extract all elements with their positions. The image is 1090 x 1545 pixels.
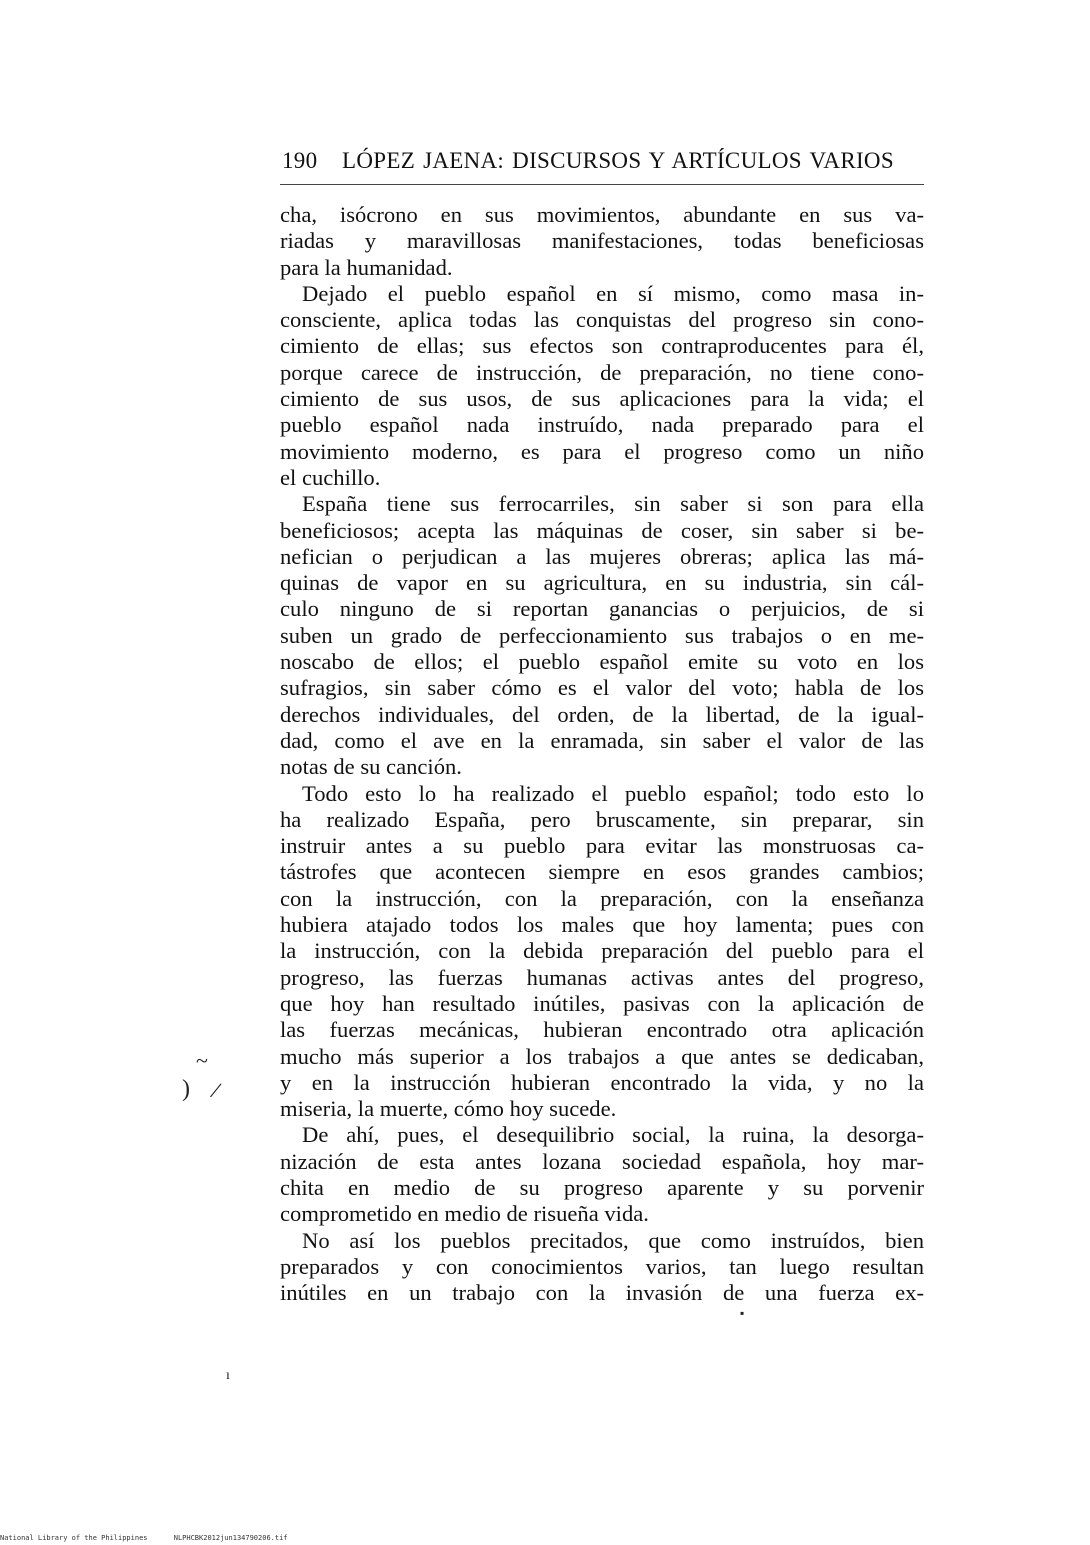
page-number: 190 xyxy=(282,148,318,173)
body-text xyxy=(280,202,924,1306)
text-line: tástrofes que acontecen siempre en esos grandes cambios; xyxy=(280,859,924,885)
text-line: culo ninguno de si reportan ganancias o perjuicios, de si xyxy=(280,596,924,622)
text-line: movimiento moderno, es para el progreso como un niño xyxy=(280,438,924,464)
text-line: preparados y con conocimientos varios, tan luego resultan xyxy=(280,1253,924,1279)
text-line: sufragios, sin saber cómo es el valor del voto; habla de los xyxy=(280,675,924,701)
running-head: LÓPEZ JAENA: DISCURSOS Y ARTÍCULOS VARIOS xyxy=(342,148,894,173)
scan-mark: ▪ xyxy=(740,1306,745,1320)
text-line: Todo esto lo ha realizado el pueblo español; todo esto lo xyxy=(302,780,924,806)
scan-footer-stamp xyxy=(0,1534,288,1542)
text-line: instruir antes a su pueblo para evitar las monstruosas ca- xyxy=(280,833,924,859)
header-rule xyxy=(280,184,924,185)
text-line: noscabo de ellos; el pueblo español emite su voto en los xyxy=(280,649,924,675)
text-line: comprometido en medio de risueña vida. xyxy=(280,1201,649,1227)
footer-file-id: NLPHCBK2012jun134790206.tif xyxy=(173,1534,288,1542)
text-line: pueblo español nada instruído, nada preparado para el xyxy=(280,412,924,438)
text-line: el cuchillo. xyxy=(280,464,381,490)
text-line: consciente, aplica todas las conquistas del progreso sin cono- xyxy=(280,307,924,333)
text-line: riadas y maravillosas manifestaciones, todas beneficiosas xyxy=(280,228,924,254)
scan-mark: / xyxy=(207,1077,224,1105)
text-line: beneficiosos; acepta las máquinas de coser, sin saber si be- xyxy=(280,517,924,543)
text-line: la instrucción, con la debida preparación del pueblo para el xyxy=(280,938,924,964)
text-line: dad, como el ave en la enramada, sin saber el valor de las xyxy=(280,727,924,753)
text-line: nefician o perjudican a las mujeres obreras; aplica las má- xyxy=(280,543,924,569)
text-line: para la humanidad. xyxy=(280,254,453,280)
text-line: cimiento de ellas; sus efectos son contraproducentes para él, xyxy=(280,333,924,359)
footer-source: National Library of the Philippines xyxy=(0,1534,148,1542)
text-line: notas de su canción. xyxy=(280,754,462,780)
text-line: No así los pueblos precitados, que como instruídos, bien xyxy=(302,1227,924,1253)
text-line: Dejado el pueblo español en sí mismo, como masa in- xyxy=(302,280,924,306)
text-line: cimiento de sus usos, de sus aplicaciones para la vida; el xyxy=(280,386,924,412)
text-line: las fuerzas mecánicas, hubieran encontrado otra aplicación xyxy=(280,1017,924,1043)
scan-mark: ) xyxy=(182,1076,190,1102)
text-line: derechos individuales, del orden, de la libertad, de la igual- xyxy=(280,701,924,727)
text-line: España tiene sus ferrocarriles, sin saber si son para ella xyxy=(302,491,924,517)
text-line: miseria, la muerte, cómo hoy sucede. xyxy=(280,1096,617,1122)
scan-mark: ı xyxy=(226,1368,230,1383)
text-line: De ahí, pues, el desequilibrio social, la ruina, la desorga- xyxy=(302,1122,924,1148)
text-line: nización de esta antes lozana sociedad española, hoy mar- xyxy=(280,1148,924,1174)
text-line: cha, isócrono en sus movimientos, abundante en sus va- xyxy=(280,202,924,227)
text-line: ha realizado España, pero bruscamente, sin preparar, sin xyxy=(280,806,924,832)
text-line: suben un grado de perfeccionamiento sus trabajos o en me- xyxy=(280,622,924,648)
text-line: mucho más superior a los trabajos a que antes se dedicaban, xyxy=(280,1043,924,1069)
text-line: y en la instrucción hubieran encontrado la vida, y no la xyxy=(280,1069,924,1095)
text-line: hubiera atajado todos los males que hoy lamenta; pues con xyxy=(280,912,924,938)
text-line: inútiles en un trabajo con la invasión de una fuerza ex- xyxy=(280,1280,924,1306)
text-line: que hoy han resultado inútiles, pasivas con la aplicación de xyxy=(280,990,924,1016)
text-line: porque carece de instrucción, de preparación, no tiene cono- xyxy=(280,359,924,385)
text-line: con la instrucción, con la preparación, con la enseñanza xyxy=(280,885,924,911)
text-line: progreso, las fuerzas humanas activas antes del progreso, xyxy=(280,964,924,990)
text-line: chita en medio de su progreso aparente y su porvenir xyxy=(280,1174,924,1200)
scan-mark: ~ xyxy=(196,1048,208,1073)
text-line: quinas de vapor en su agricultura, en su industria, sin cál- xyxy=(280,570,924,596)
page-header xyxy=(282,148,922,180)
